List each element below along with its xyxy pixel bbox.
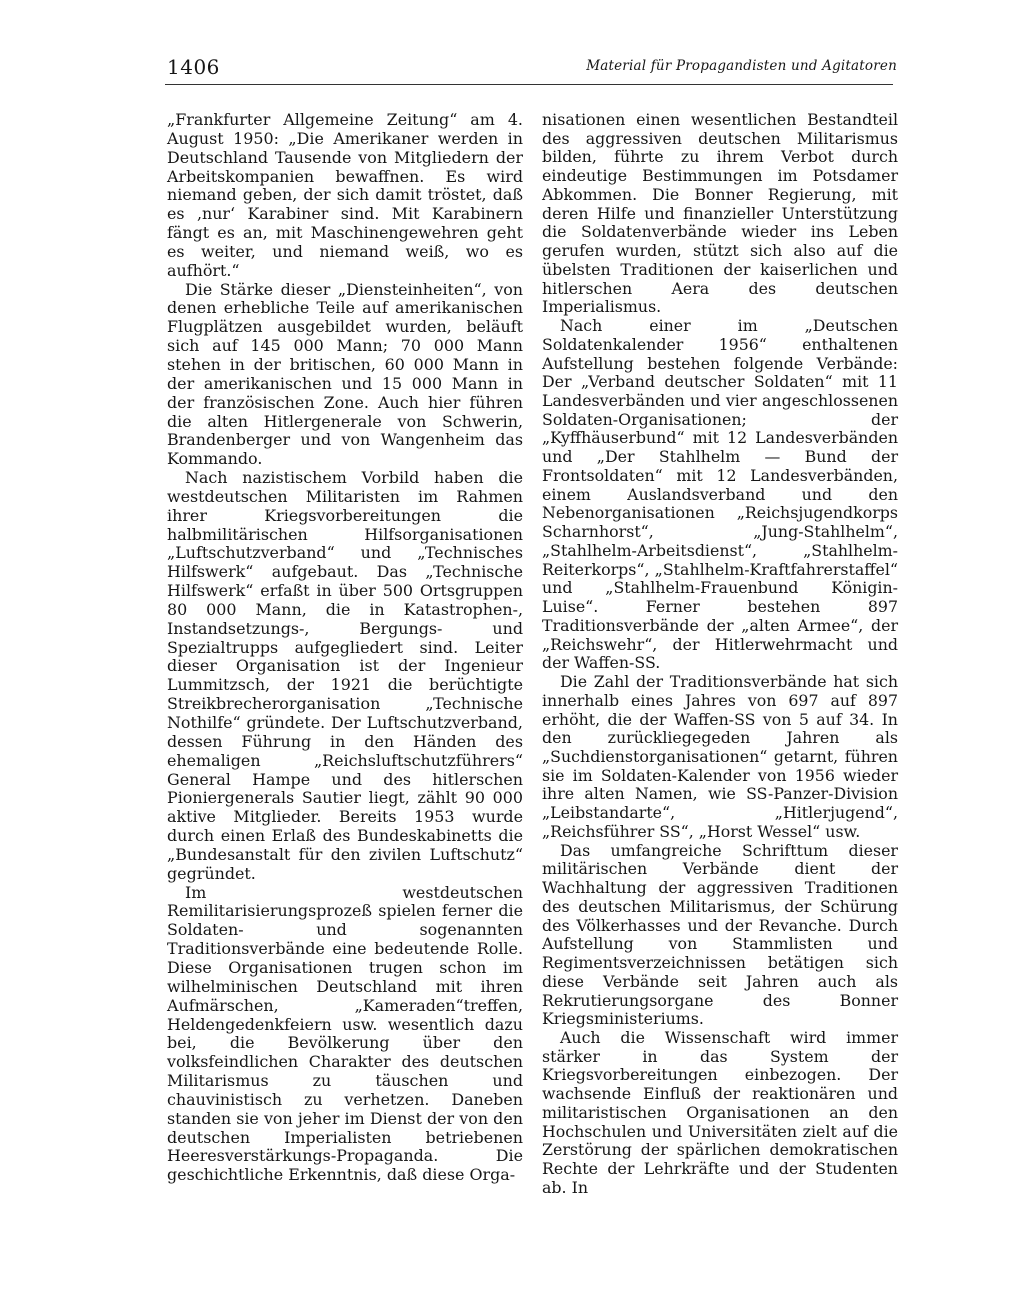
paragraph: Auch die Wissenschaft wird immer stärker in das System der Kriegsvorbereitungen einbezogen. Der wachsende Einfluß der reaktionären und militaristischen Organisationen an den Hochschulen und Universitäten zielt auf die Zerstörung der spärlichen demokratischen Rechte der Lehrkräfte und der Studenten ab. In [542, 1027, 898, 1197]
paragraph: Nach nazistischem Vorbild haben die westdeutschen Militaristen im Rahmen ihrer Kriegsvorbereitungen die halbmilitärischen Hilfsorganisationen „Luftschutzverband“ und „Technisches Hilfswerk“ aufgebaut. Das „Technische Hilfswerk“ erfaßt in über 500 Ortsgruppen 80 000 Mann, die in Katastrophen-, Instandsetzungs-, Bergungs- und Spezialtrupps aufgegliedert sind. Leiter dieser Organisation ist der Ingenieur Lummitzsch, der 1921 die berüchtigte Streikbrecherorganisation „Technische Nothilfe“ gründete. Der Luftschutzverband, dessen Führung in den Händen des ehemaligen „Reichsluftschutzführers“ General Hampe und des hitlerschen Pioniergenerals Sautier liegt, zählt 90 000 aktive Mitglieder. Bereits 1953 wurde durch einen Erlaß des Bundeskabinetts die „Bundesanstalt für den zivilen Luftschutz“ gegründet. [167, 468, 523, 883]
paragraph: Die Zahl der Traditionsverbände hat sich innerhalb eines Jahres von 697 auf 897 erhöht, die der Waffen-SS von 5 auf 34. In den zurückliegegeden Jahren als „Suchdienstorganisationen“ getarnt, führen sie im Soldaten-Kalender von 1956 wieder ihre alten Namen, wie SS-Panzer-Division „Leibstandarte“, „Hitlerjugend“, „Reichsführer SS“, „Horst Wessel“ usw. [542, 672, 898, 841]
right-column [542, 111, 898, 1198]
running-head: Material für Propagandisten und Agitatoren [586, 58, 897, 74]
paragraph: Nach einer im „Deutschen Soldatenkalender 1956“ enthaltenen Aufstellung bestehen folgende Verbände: Der „Verband deutscher Soldaten“ mit 11 Landesverbänden und vier angeschlossenen Soldaten-Organisationen; der „Kyffhäuserbund“ mit 12 Landesverbänden und „Der Stahlhelm — Bund der Frontsoldaten“ mit 12 Landesverbänden, einem Auslandsverband und den Nebenorganisationen „Reichsjugendkorps Scharnhorst“, „Jung-Stahlhelm“, „Stahlhelm-Arbeitsdienst“, „Stahlhelm-Reiterkorps“, „Stahlhelm-Kraftfahrerstaffel“ und „Stahlhelm-Frauenbund Königin-Luise“. Ferner bestehen 897 Traditionsverbände der „alten Armee“, der „Reichswehr“, der Hitlerwehrmacht und der Waffen-SS. [542, 316, 898, 673]
left-column [167, 111, 523, 1185]
paragraph: „Frankfurter Allgemeine Zeitung“ am 4. August 1950: „Die Amerikaner werden in Deutschland Tausende von Mitgliedern der Arbeitskompanien bewaffnen. Es wird niemand geben, der sich damit tröstet, daß es ‚nur‘ Karabiner sind. Mit Karabinern fängt es an, mit Maschinengewehren geht es weiter, und niemand weiß, wo es aufhört.“ [167, 110, 523, 280]
page-number: 1406 [167, 55, 220, 79]
paragraph: Im westdeutschen Remilitarisierungsprozeß spielen ferner die Soldaten- und sogenannten Traditionsverbände eine bedeutende Rolle. Diese Organisationen trugen schon im wilhelminischen Deutschland mit ihren Aufmärschen, „Kameraden“treffen, Heldengedenkfeiern usw. wesentlich dazu bei, die Bevölkerung über den volksfeindlichen Charakter des deutschen Militarismus zu täuschen und chauvinistisch zu verhetzen. Daneben standen sie von jeher im Dienst der von den deutschen Imperialisten betriebenen Heeresverstärkungs-Propaganda. Die geschichtliche Erkenntnis, daß diese Orga- [167, 882, 523, 1185]
header-rule [165, 84, 893, 85]
paragraph: Das umfangreiche Schrifttum dieser militärischen Verbände dient der Wachhaltung der aggressiven Traditionen des deutschen Militarismus, der Schürung des Völkerhasses und der Revanche. Durch Aufstellung von Stammlisten und Regimentsverzeichnissen betätigen sich diese Verbände seit Jahren auch als Rekrutierungsorgane des Bonner Kriegsministeriums. [542, 840, 898, 1029]
paragraph: nisationen einen wesentlichen Bestandteil des aggressiven deutschen Militarismus bilden, führte zu ihrem Verbot durch eindeutige Bestimmungen im Potsdamer Abkommen. Die Bonner Regierung, mit deren Hilfe und finanzieller Unterstützung die Soldatenverbände wieder ins Leben gerufen wurden, stützt sich also auf die übelsten Traditionen der kaiserlichen und hitlerschen Aera des deutschen Imperialismus. [542, 110, 898, 317]
paragraph: Die Stärke dieser „Diensteinheiten“, von denen erhebliche Teile auf amerikanischen Flugplätzen ausgebildet wurden, beläuft sich auf 145 000 Mann; 70 000 Mann stehen in der britischen, 60 000 Mann in der amerikanischen und 15 000 Mann in der französischen Zone. Auch hier führen die alten Hitlergenerale von Schwerin, Brandenberger und von Wangenheim das Kommando. [167, 279, 523, 469]
